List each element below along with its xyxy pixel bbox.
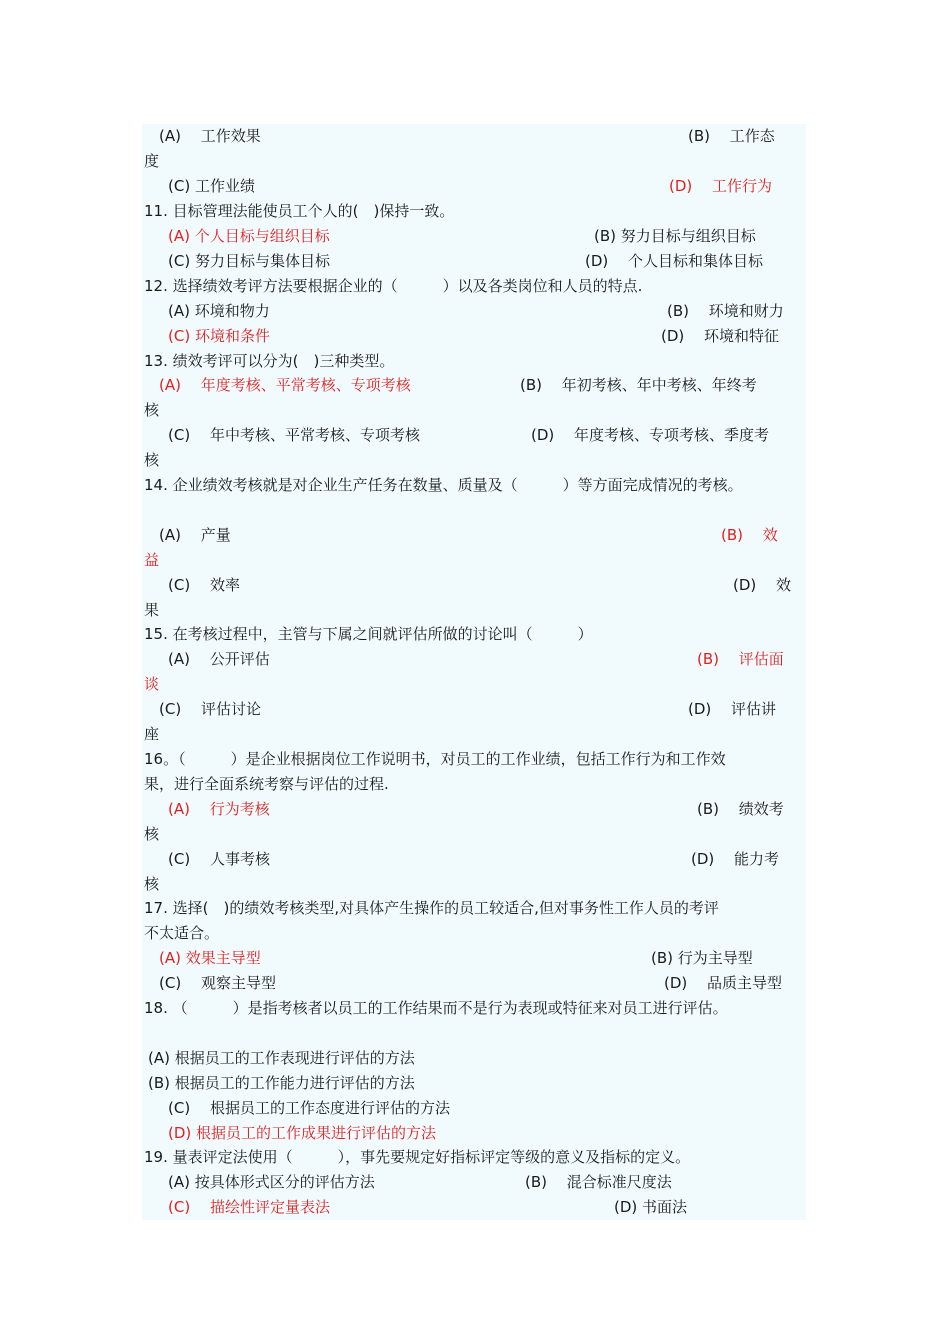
text-line: (A) 个人目标与组织目标 (168, 227, 330, 245)
text-line: (D) 环境和特征 (661, 327, 780, 345)
text-line: (A) 公开评估 (168, 650, 270, 668)
text-line: (B) 行为主导型 (651, 949, 753, 967)
text-line: (B) 评估面 (697, 650, 784, 668)
text-line: 座 (144, 725, 160, 743)
text-line: 果，进行全面系统考察与评估的过程. (144, 775, 389, 793)
text-line: (B) 效 (721, 526, 778, 544)
text-line: 14. 企业绩效考核就是对企业生产任务在数量、质量及（ ）等方面完成情况的考核。 (144, 476, 743, 494)
text-line: (C) 评估讨论 (159, 700, 261, 718)
text-line: (D) 评估讲 (688, 700, 777, 718)
text-line: (D) 年度考核、专项考核、季度考 (531, 426, 770, 444)
text-line: 13. 绩效考评可以分为( )三种类型。 (144, 352, 395, 370)
text-line: (D) 个人目标和集体目标 (585, 252, 764, 270)
text-line: (C) 工作业绩 (168, 177, 255, 195)
text-line: (B) 年初考核、年中考核、年终考 (520, 376, 757, 394)
text-line: 核 (144, 401, 160, 419)
text-line: (C) 努力目标与集体目标 (168, 252, 330, 270)
text-line: (B) 努力目标与组织目标 (594, 227, 756, 245)
text-line: 不太适合。 (144, 924, 220, 942)
text-line: (D) 书面法 (614, 1198, 688, 1216)
text-line: 16。（ ）是企业根据岗位工作说明书，对员工的工作业绩，包括工作行为和工作效 (144, 750, 726, 768)
text-line: 12. 选择绩效考评方法要根据企业的（ ）以及各类岗位和人员的特点. (144, 277, 643, 295)
text-line: 度 (144, 152, 160, 170)
text-line: (A) 行为考核 (168, 800, 270, 818)
text-line: (B) 混合标准尺度法 (525, 1173, 672, 1191)
text-line: 11. 目标管理法能使员工个人的( )保持一致。 (144, 202, 455, 220)
text-line: (C) 人事考核 (168, 850, 270, 868)
text-line: (A) 根据员工的工作表现进行评估的方法 (148, 1049, 415, 1067)
text-line: (B) 工作态 (688, 127, 775, 145)
text-line: 果 (144, 601, 160, 619)
text-line: (A) 按具体形式区分的评估方法 (168, 1173, 375, 1191)
text-line: (A) 年度考核、平常考核、专项考核 (159, 376, 411, 394)
text-line: 15. 在考核过程中，主管与下属之间就评估所做的讨论叫（ ） (144, 625, 593, 643)
text-line: 核 (144, 825, 160, 843)
text-line: (C) 环境和条件 (168, 327, 270, 345)
text-line: 核 (144, 875, 160, 893)
text-line: (C) 观察主导型 (159, 974, 276, 992)
text-line: 18. （ ）是指考核者以员工的工作结果而不是行为表现或特征来对员工进行评估。 (144, 999, 728, 1017)
text-line: (C) 年中考核、平常考核、专项考核 (168, 426, 420, 444)
text-line: 益 (144, 551, 160, 569)
text-line: (C) 根据员工的工作态度进行评估的方法 (168, 1099, 450, 1117)
text-line: (A) 产量 (159, 526, 231, 544)
text-line: (A) 环境和物力 (168, 302, 270, 320)
text-line: (C) 描绘性评定量表法 (168, 1198, 330, 1216)
text-line: 17. 选择( )的绩效考核类型,对具体产生操作的员工较适合,但对事务性工作人员的考评 (144, 899, 719, 917)
text-line: 核 (144, 451, 160, 469)
text-line: (B) 环境和财力 (667, 302, 784, 320)
text-line: (D) 能力考 (691, 850, 780, 868)
text-line: (A) 效果主导型 (159, 949, 261, 967)
text-line: (D) 效 (733, 576, 792, 594)
text-line: (D) 根据员工的工作成果进行评估的方法 (168, 1124, 437, 1142)
text-line: (D) 品质主导型 (664, 974, 783, 992)
text-line: (D) 工作行为 (669, 177, 773, 195)
text-line: (C) 效率 (168, 576, 240, 594)
text-line: (B) 绩效考 (697, 800, 784, 818)
text-line: (A) 工作效果 (159, 127, 261, 145)
text-line: 19. 量表评定法使用（ ），事先要规定好指标评定等级的意义及指标的定义。 (144, 1148, 691, 1166)
text-line: (B) 根据员工的工作能力进行评估的方法 (148, 1074, 415, 1092)
text-line: 谈 (144, 675, 160, 693)
